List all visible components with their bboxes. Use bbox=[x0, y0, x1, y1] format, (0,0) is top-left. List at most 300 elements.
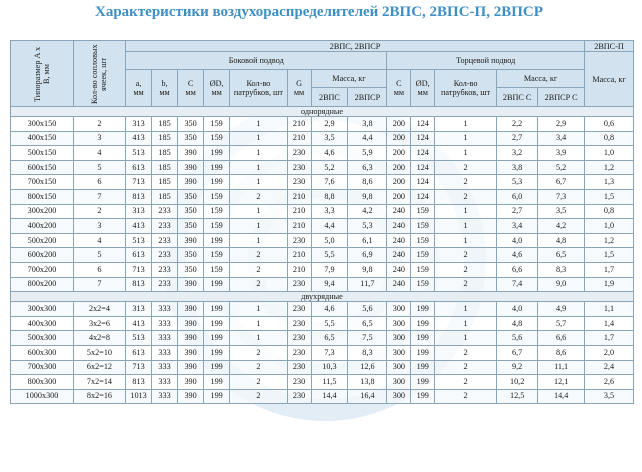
table-cell: 3,5 bbox=[311, 131, 348, 146]
end-d-header: ØD, мм bbox=[411, 70, 435, 107]
table-cell: 1 bbox=[230, 316, 288, 331]
table-row bbox=[11, 175, 634, 190]
table-cell: 199 bbox=[204, 302, 230, 317]
side-mass-header: Масса, кг bbox=[311, 70, 387, 88]
table-cell: 1,7 bbox=[585, 331, 634, 346]
table-cell: 1 bbox=[230, 146, 288, 161]
table-cell: 350 bbox=[178, 117, 204, 132]
table-cell: 8,8 bbox=[311, 189, 348, 204]
table-cell: 10,2 bbox=[497, 375, 538, 390]
end-c-header: C мм bbox=[387, 70, 411, 107]
table-cell: 9,8 bbox=[348, 262, 387, 277]
table-cell: 230 bbox=[287, 360, 311, 375]
table-cell: 199 bbox=[204, 375, 230, 390]
table-cell: 2 bbox=[435, 375, 497, 390]
table-cell: 200 bbox=[387, 146, 411, 161]
table-cell: 124 bbox=[411, 160, 435, 175]
group-main-header: 2ВПС, 2ВПСР bbox=[126, 41, 585, 52]
table-cell: 159 bbox=[204, 189, 230, 204]
section-label: двухрядные bbox=[11, 292, 634, 302]
table-cell: 240 bbox=[387, 277, 411, 292]
table-cell: 230 bbox=[287, 146, 311, 161]
table-cell: 124 bbox=[411, 117, 435, 132]
table-cell: 4,6 bbox=[497, 248, 538, 263]
table-cell: 159 bbox=[411, 277, 435, 292]
end-supply-header: Торцевой подвод bbox=[387, 52, 585, 70]
table-cell: 199 bbox=[204, 160, 230, 175]
table-cell: 210 bbox=[287, 262, 311, 277]
table-cell: 1,0 bbox=[585, 146, 634, 161]
table-cell: 2,9 bbox=[538, 117, 585, 132]
table-cell: 1,2 bbox=[585, 160, 634, 175]
table-cell: 159 bbox=[411, 248, 435, 263]
table-cell: 9,2 bbox=[497, 360, 538, 375]
table-cell: 2,2 bbox=[497, 117, 538, 132]
table-cell: 500x150 bbox=[11, 146, 74, 161]
table-row bbox=[11, 316, 634, 331]
table-cell: 7x2=14 bbox=[73, 375, 125, 390]
end-pipes-header: Кол-во патрубков, шт bbox=[435, 70, 497, 107]
table-cell: 7,6 bbox=[311, 175, 348, 190]
table-cell: 613 bbox=[126, 160, 152, 175]
table-cell: 700x150 bbox=[11, 175, 74, 190]
table-cell: 199 bbox=[411, 302, 435, 317]
table-cell: 400x150 bbox=[11, 131, 74, 146]
table-cell: 300x300 bbox=[11, 302, 74, 317]
table-cell: 390 bbox=[178, 360, 204, 375]
table-cell: 233 bbox=[152, 262, 178, 277]
table-cell: 1,3 bbox=[585, 175, 634, 190]
table-cell: 5,5 bbox=[311, 248, 348, 263]
col-a-header: a, мм bbox=[126, 70, 152, 107]
table-cell: 313 bbox=[126, 204, 152, 219]
table-cell: 1,1 bbox=[585, 302, 634, 317]
table-cell: 613 bbox=[126, 345, 152, 360]
table-cell: 185 bbox=[152, 189, 178, 204]
table-cell: 2 bbox=[230, 345, 288, 360]
table-cell: 124 bbox=[411, 131, 435, 146]
cells-header: Кол-во сопловых ячеек, шт bbox=[73, 41, 125, 107]
table-cell: 3 bbox=[73, 219, 125, 234]
table-cell: 0,6 bbox=[585, 117, 634, 132]
table-cell: 124 bbox=[411, 175, 435, 190]
table-cell: 300 bbox=[387, 302, 411, 317]
table-cell: 6,1 bbox=[348, 233, 387, 248]
table-cell: 2 bbox=[230, 189, 288, 204]
table-row bbox=[11, 331, 634, 346]
table-cell: 199 bbox=[204, 175, 230, 190]
table-cell: 390 bbox=[178, 389, 204, 404]
table-cell: 4,8 bbox=[538, 233, 585, 248]
table-cell: 3x2=6 bbox=[73, 316, 125, 331]
table-cell: 240 bbox=[387, 204, 411, 219]
table-cell: 3,2 bbox=[497, 146, 538, 161]
table-cell: 199 bbox=[411, 389, 435, 404]
table-cell: 4,9 bbox=[538, 302, 585, 317]
table-cell: 2,7 bbox=[497, 131, 538, 146]
table-row bbox=[11, 360, 634, 375]
table-cell: 5,6 bbox=[348, 302, 387, 317]
table-cell: 713 bbox=[126, 262, 152, 277]
table-cell: 350 bbox=[178, 262, 204, 277]
table-cell: 1013 bbox=[126, 389, 152, 404]
table-cell: 199 bbox=[411, 345, 435, 360]
table-cell: 413 bbox=[126, 131, 152, 146]
table-cell: 6 bbox=[73, 175, 125, 190]
table-cell: 4,6 bbox=[311, 302, 348, 317]
table-cell: 2 bbox=[230, 360, 288, 375]
table-row bbox=[11, 146, 634, 161]
table-cell: 230 bbox=[287, 175, 311, 190]
table-cell: 390 bbox=[178, 160, 204, 175]
table-cell: 233 bbox=[152, 233, 178, 248]
table-cell: 2x2=4 bbox=[73, 302, 125, 317]
table-cell: 1 bbox=[435, 302, 497, 317]
table-cell: 185 bbox=[152, 160, 178, 175]
table-cell: 333 bbox=[152, 316, 178, 331]
table-cell: 230 bbox=[287, 233, 311, 248]
table-cell: 240 bbox=[387, 248, 411, 263]
table-cell: 6x2=12 bbox=[73, 360, 125, 375]
table-cell: 2 bbox=[230, 262, 288, 277]
table-cell: 6,7 bbox=[538, 175, 585, 190]
table-cell: 199 bbox=[411, 360, 435, 375]
table-cell: 5 bbox=[73, 248, 125, 263]
table-cell: 4,2 bbox=[348, 204, 387, 219]
table-cell: 4,8 bbox=[497, 316, 538, 331]
table-cell: 3,5 bbox=[585, 389, 634, 404]
table-cell: 230 bbox=[287, 277, 311, 292]
table-cell: 1 bbox=[435, 146, 497, 161]
table-cell: 500x200 bbox=[11, 233, 74, 248]
table-cell: 8,6 bbox=[348, 175, 387, 190]
table-cell: 1 bbox=[435, 219, 497, 234]
p-mass-header: Масса, кг bbox=[585, 52, 634, 107]
table-row bbox=[11, 219, 634, 234]
table-cell: 199 bbox=[204, 389, 230, 404]
table-cell: 200 bbox=[387, 131, 411, 146]
table-cell: 5,3 bbox=[348, 219, 387, 234]
table-cell: 6,6 bbox=[538, 331, 585, 346]
table-cell: 1 bbox=[435, 131, 497, 146]
table-cell: 14,4 bbox=[538, 389, 585, 404]
table-cell: 390 bbox=[178, 316, 204, 331]
table-cell: 10,3 bbox=[311, 360, 348, 375]
table-cell: 233 bbox=[152, 204, 178, 219]
table-cell: 390 bbox=[178, 345, 204, 360]
table-body bbox=[11, 107, 634, 404]
table-cell: 390 bbox=[178, 302, 204, 317]
table-cell: 2 bbox=[435, 277, 497, 292]
table-cell: 9,4 bbox=[311, 277, 348, 292]
table-cell: 210 bbox=[287, 219, 311, 234]
table-cell: 1 bbox=[435, 233, 497, 248]
table-cell: 5,6 bbox=[497, 331, 538, 346]
table-cell: 230 bbox=[287, 302, 311, 317]
table-cell: 390 bbox=[178, 331, 204, 346]
table-cell: 1 bbox=[230, 160, 288, 175]
table-cell: 230 bbox=[287, 331, 311, 346]
table-cell: 6,7 bbox=[497, 345, 538, 360]
table-cell: 1,5 bbox=[585, 248, 634, 263]
table-cell: 11,7 bbox=[348, 277, 387, 292]
table-cell: 159 bbox=[204, 219, 230, 234]
table-cell: 2 bbox=[435, 262, 497, 277]
table-cell: 12,5 bbox=[497, 389, 538, 404]
table-cell: 159 bbox=[204, 248, 230, 263]
table-cell: 800x200 bbox=[11, 277, 74, 292]
table-cell: 199 bbox=[204, 360, 230, 375]
table-cell: 390 bbox=[178, 146, 204, 161]
table-header bbox=[11, 41, 634, 107]
table-row bbox=[11, 389, 634, 404]
table-cell: 159 bbox=[204, 204, 230, 219]
group-p-header: 2ВПС-П bbox=[585, 41, 634, 52]
table-cell: 200 bbox=[387, 189, 411, 204]
table-row bbox=[11, 233, 634, 248]
table-cell: 159 bbox=[411, 262, 435, 277]
table-cell: 159 bbox=[204, 117, 230, 132]
table-cell: 333 bbox=[152, 331, 178, 346]
table-cell: 333 bbox=[152, 375, 178, 390]
table-cell: 185 bbox=[152, 175, 178, 190]
table-cell: 300 bbox=[387, 360, 411, 375]
table-cell: 2,9 bbox=[311, 117, 348, 132]
table-cell: 4,0 bbox=[497, 302, 538, 317]
table-cell: 210 bbox=[287, 248, 311, 263]
table-cell: 1 bbox=[230, 331, 288, 346]
end-mass-2vpsr-header: 2ВПСР С bbox=[538, 88, 585, 107]
table-cell: 7,4 bbox=[497, 277, 538, 292]
table-cell: 600x200 bbox=[11, 248, 74, 263]
table-cell: 400x300 bbox=[11, 316, 74, 331]
table-cell: 2 bbox=[435, 345, 497, 360]
table-row bbox=[11, 345, 634, 360]
table-cell: 1,9 bbox=[585, 277, 634, 292]
table-cell: 300 bbox=[387, 316, 411, 331]
table-cell: 313 bbox=[126, 117, 152, 132]
section-label: однорядные bbox=[11, 107, 634, 117]
table-cell: 199 bbox=[204, 233, 230, 248]
table-cell: 199 bbox=[204, 345, 230, 360]
table-cell: 2 bbox=[435, 175, 497, 190]
table-cell: 350 bbox=[178, 189, 204, 204]
table-cell: 1 bbox=[230, 175, 288, 190]
table-cell: 350 bbox=[178, 204, 204, 219]
table-cell: 1,7 bbox=[585, 262, 634, 277]
table-cell: 6,6 bbox=[497, 262, 538, 277]
table-cell: 1000x300 bbox=[11, 389, 74, 404]
table-cell: 240 bbox=[387, 262, 411, 277]
table-cell: 800x300 bbox=[11, 375, 74, 390]
end-mass-2vps-header: 2ВПС С bbox=[497, 88, 538, 107]
table-cell: 7,3 bbox=[311, 345, 348, 360]
table-cell: 0,8 bbox=[585, 204, 634, 219]
table-cell: 199 bbox=[204, 316, 230, 331]
table-cell: 813 bbox=[126, 189, 152, 204]
table-cell: 1 bbox=[435, 331, 497, 346]
table-cell: 2 bbox=[230, 389, 288, 404]
table-cell: 5,0 bbox=[311, 233, 348, 248]
table-cell: 2,7 bbox=[497, 204, 538, 219]
table-cell: 713 bbox=[126, 360, 152, 375]
table-row bbox=[11, 189, 634, 204]
table-cell: 813 bbox=[126, 375, 152, 390]
table-cell: 6,0 bbox=[497, 189, 538, 204]
table-cell: 2 bbox=[435, 189, 497, 204]
table-row bbox=[11, 248, 634, 263]
table-cell: 313 bbox=[126, 302, 152, 317]
table-cell: 350 bbox=[178, 248, 204, 263]
table-cell: 413 bbox=[126, 219, 152, 234]
table-cell: 230 bbox=[287, 316, 311, 331]
table-cell: 3,5 bbox=[538, 204, 585, 219]
table-cell: 230 bbox=[287, 160, 311, 175]
table-cell: 300 bbox=[387, 345, 411, 360]
table-cell: 5,9 bbox=[348, 146, 387, 161]
table-cell: 2 bbox=[435, 160, 497, 175]
table-cell: 159 bbox=[411, 233, 435, 248]
table-cell: 1,0 bbox=[585, 219, 634, 234]
table-cell: 2,0 bbox=[585, 345, 634, 360]
table-cell: 350 bbox=[178, 131, 204, 146]
table-cell: 4,6 bbox=[311, 146, 348, 161]
table-cell: 1 bbox=[435, 204, 497, 219]
table-cell: 3,8 bbox=[348, 117, 387, 132]
table-cell: 6,5 bbox=[538, 248, 585, 263]
table-cell: 1 bbox=[435, 117, 497, 132]
table-cell: 800x150 bbox=[11, 189, 74, 204]
table-cell: 6,9 bbox=[348, 248, 387, 263]
table-cell: 2 bbox=[73, 117, 125, 132]
col-d-header: ØD, мм bbox=[204, 70, 230, 107]
table-row bbox=[11, 277, 634, 292]
table-cell: 300x200 bbox=[11, 204, 74, 219]
table-cell: 3,8 bbox=[497, 160, 538, 175]
table-cell: 2 bbox=[435, 248, 497, 263]
table-cell: 7,5 bbox=[348, 331, 387, 346]
table-cell: 233 bbox=[152, 219, 178, 234]
end-mass-header: Масса, кг bbox=[497, 70, 585, 88]
table-cell: 13,8 bbox=[348, 375, 387, 390]
table-cell: 159 bbox=[411, 219, 435, 234]
table-cell: 1,4 bbox=[585, 316, 634, 331]
table-cell: 233 bbox=[152, 277, 178, 292]
table-cell: 4,4 bbox=[311, 219, 348, 234]
table-cell: 8,3 bbox=[348, 345, 387, 360]
table-cell: 210 bbox=[287, 204, 311, 219]
table-cell: 1 bbox=[230, 302, 288, 317]
table-row bbox=[11, 131, 634, 146]
table-cell: 199 bbox=[204, 331, 230, 346]
table-cell: 513 bbox=[126, 331, 152, 346]
table-cell: 5,7 bbox=[538, 316, 585, 331]
table-cell: 200 bbox=[387, 160, 411, 175]
table-cell: 2,6 bbox=[585, 375, 634, 390]
table-cell: 8,6 bbox=[538, 345, 585, 360]
table-cell: 199 bbox=[411, 331, 435, 346]
table-cell: 4,2 bbox=[538, 219, 585, 234]
table-cell: 199 bbox=[204, 146, 230, 161]
table-cell: 4,4 bbox=[348, 131, 387, 146]
table-cell: 3,4 bbox=[538, 131, 585, 146]
table-cell: 5,2 bbox=[538, 160, 585, 175]
table-cell: 230 bbox=[287, 375, 311, 390]
table-cell: 200 bbox=[387, 175, 411, 190]
table-cell: 1 bbox=[230, 117, 288, 132]
table-cell: 5,3 bbox=[497, 175, 538, 190]
table-cell: 8x2=16 bbox=[73, 389, 125, 404]
table-cell: 0,8 bbox=[585, 131, 634, 146]
table-cell: 350 bbox=[178, 219, 204, 234]
table-cell: 6,5 bbox=[348, 316, 387, 331]
table-cell: 390 bbox=[178, 175, 204, 190]
table-cell: 124 bbox=[411, 189, 435, 204]
table-cell: 230 bbox=[287, 389, 311, 404]
table-cell: 200 bbox=[387, 117, 411, 132]
table-cell: 7,3 bbox=[538, 189, 585, 204]
col-b-header: b, мм bbox=[152, 70, 178, 107]
table-cell: 2 bbox=[230, 375, 288, 390]
table-cell: 233 bbox=[152, 248, 178, 263]
table-cell: 1 bbox=[435, 316, 497, 331]
table-cell: 159 bbox=[411, 204, 435, 219]
table-cell: 12,1 bbox=[538, 375, 585, 390]
table-cell: 600x300 bbox=[11, 345, 74, 360]
table-cell: 185 bbox=[152, 131, 178, 146]
table-cell: 8,3 bbox=[538, 262, 585, 277]
table-cell: 2 bbox=[230, 248, 288, 263]
table-cell: 3 bbox=[73, 131, 125, 146]
table-cell: 2,4 bbox=[585, 360, 634, 375]
table-cell: 390 bbox=[178, 277, 204, 292]
table-cell: 400x200 bbox=[11, 219, 74, 234]
table-cell: 333 bbox=[152, 302, 178, 317]
side-mass-2vpsr-header: 2ВПСР bbox=[348, 88, 387, 107]
table-cell: 700x300 bbox=[11, 360, 74, 375]
table-cell: 6,3 bbox=[348, 160, 387, 175]
table-cell: 16,4 bbox=[348, 389, 387, 404]
table-cell: 9,8 bbox=[348, 189, 387, 204]
table-cell: 210 bbox=[287, 117, 311, 132]
table-cell: 199 bbox=[411, 375, 435, 390]
table-cell: 300 bbox=[387, 375, 411, 390]
table-cell: 513 bbox=[126, 146, 152, 161]
side-supply-header: Боковой подвод bbox=[126, 52, 387, 70]
page-title: Характеристики воздухораспределителей 2ВПС, 2ВПС-П, 2ВПСР bbox=[95, 4, 543, 20]
table-cell: 2 bbox=[230, 277, 288, 292]
table-row bbox=[11, 160, 634, 175]
table-cell: 2 bbox=[73, 204, 125, 219]
table-row bbox=[11, 262, 634, 277]
table-cell: 333 bbox=[152, 389, 178, 404]
table-cell: 1,5 bbox=[585, 189, 634, 204]
col-g-header: G мм bbox=[287, 70, 311, 107]
table-cell: 185 bbox=[152, 117, 178, 132]
table-cell: 2 bbox=[435, 360, 497, 375]
specs-table bbox=[10, 40, 634, 404]
table-cell: 9,0 bbox=[538, 277, 585, 292]
table-cell: 7,9 bbox=[311, 262, 348, 277]
table-cell: 333 bbox=[152, 360, 178, 375]
table-cell: 5,2 bbox=[311, 160, 348, 175]
table-cell: 413 bbox=[126, 316, 152, 331]
table-cell: 240 bbox=[387, 219, 411, 234]
table-cell: 4 bbox=[73, 146, 125, 161]
table-cell: 4x2=8 bbox=[73, 331, 125, 346]
table-cell: 240 bbox=[387, 233, 411, 248]
table-cell: 1 bbox=[230, 204, 288, 219]
